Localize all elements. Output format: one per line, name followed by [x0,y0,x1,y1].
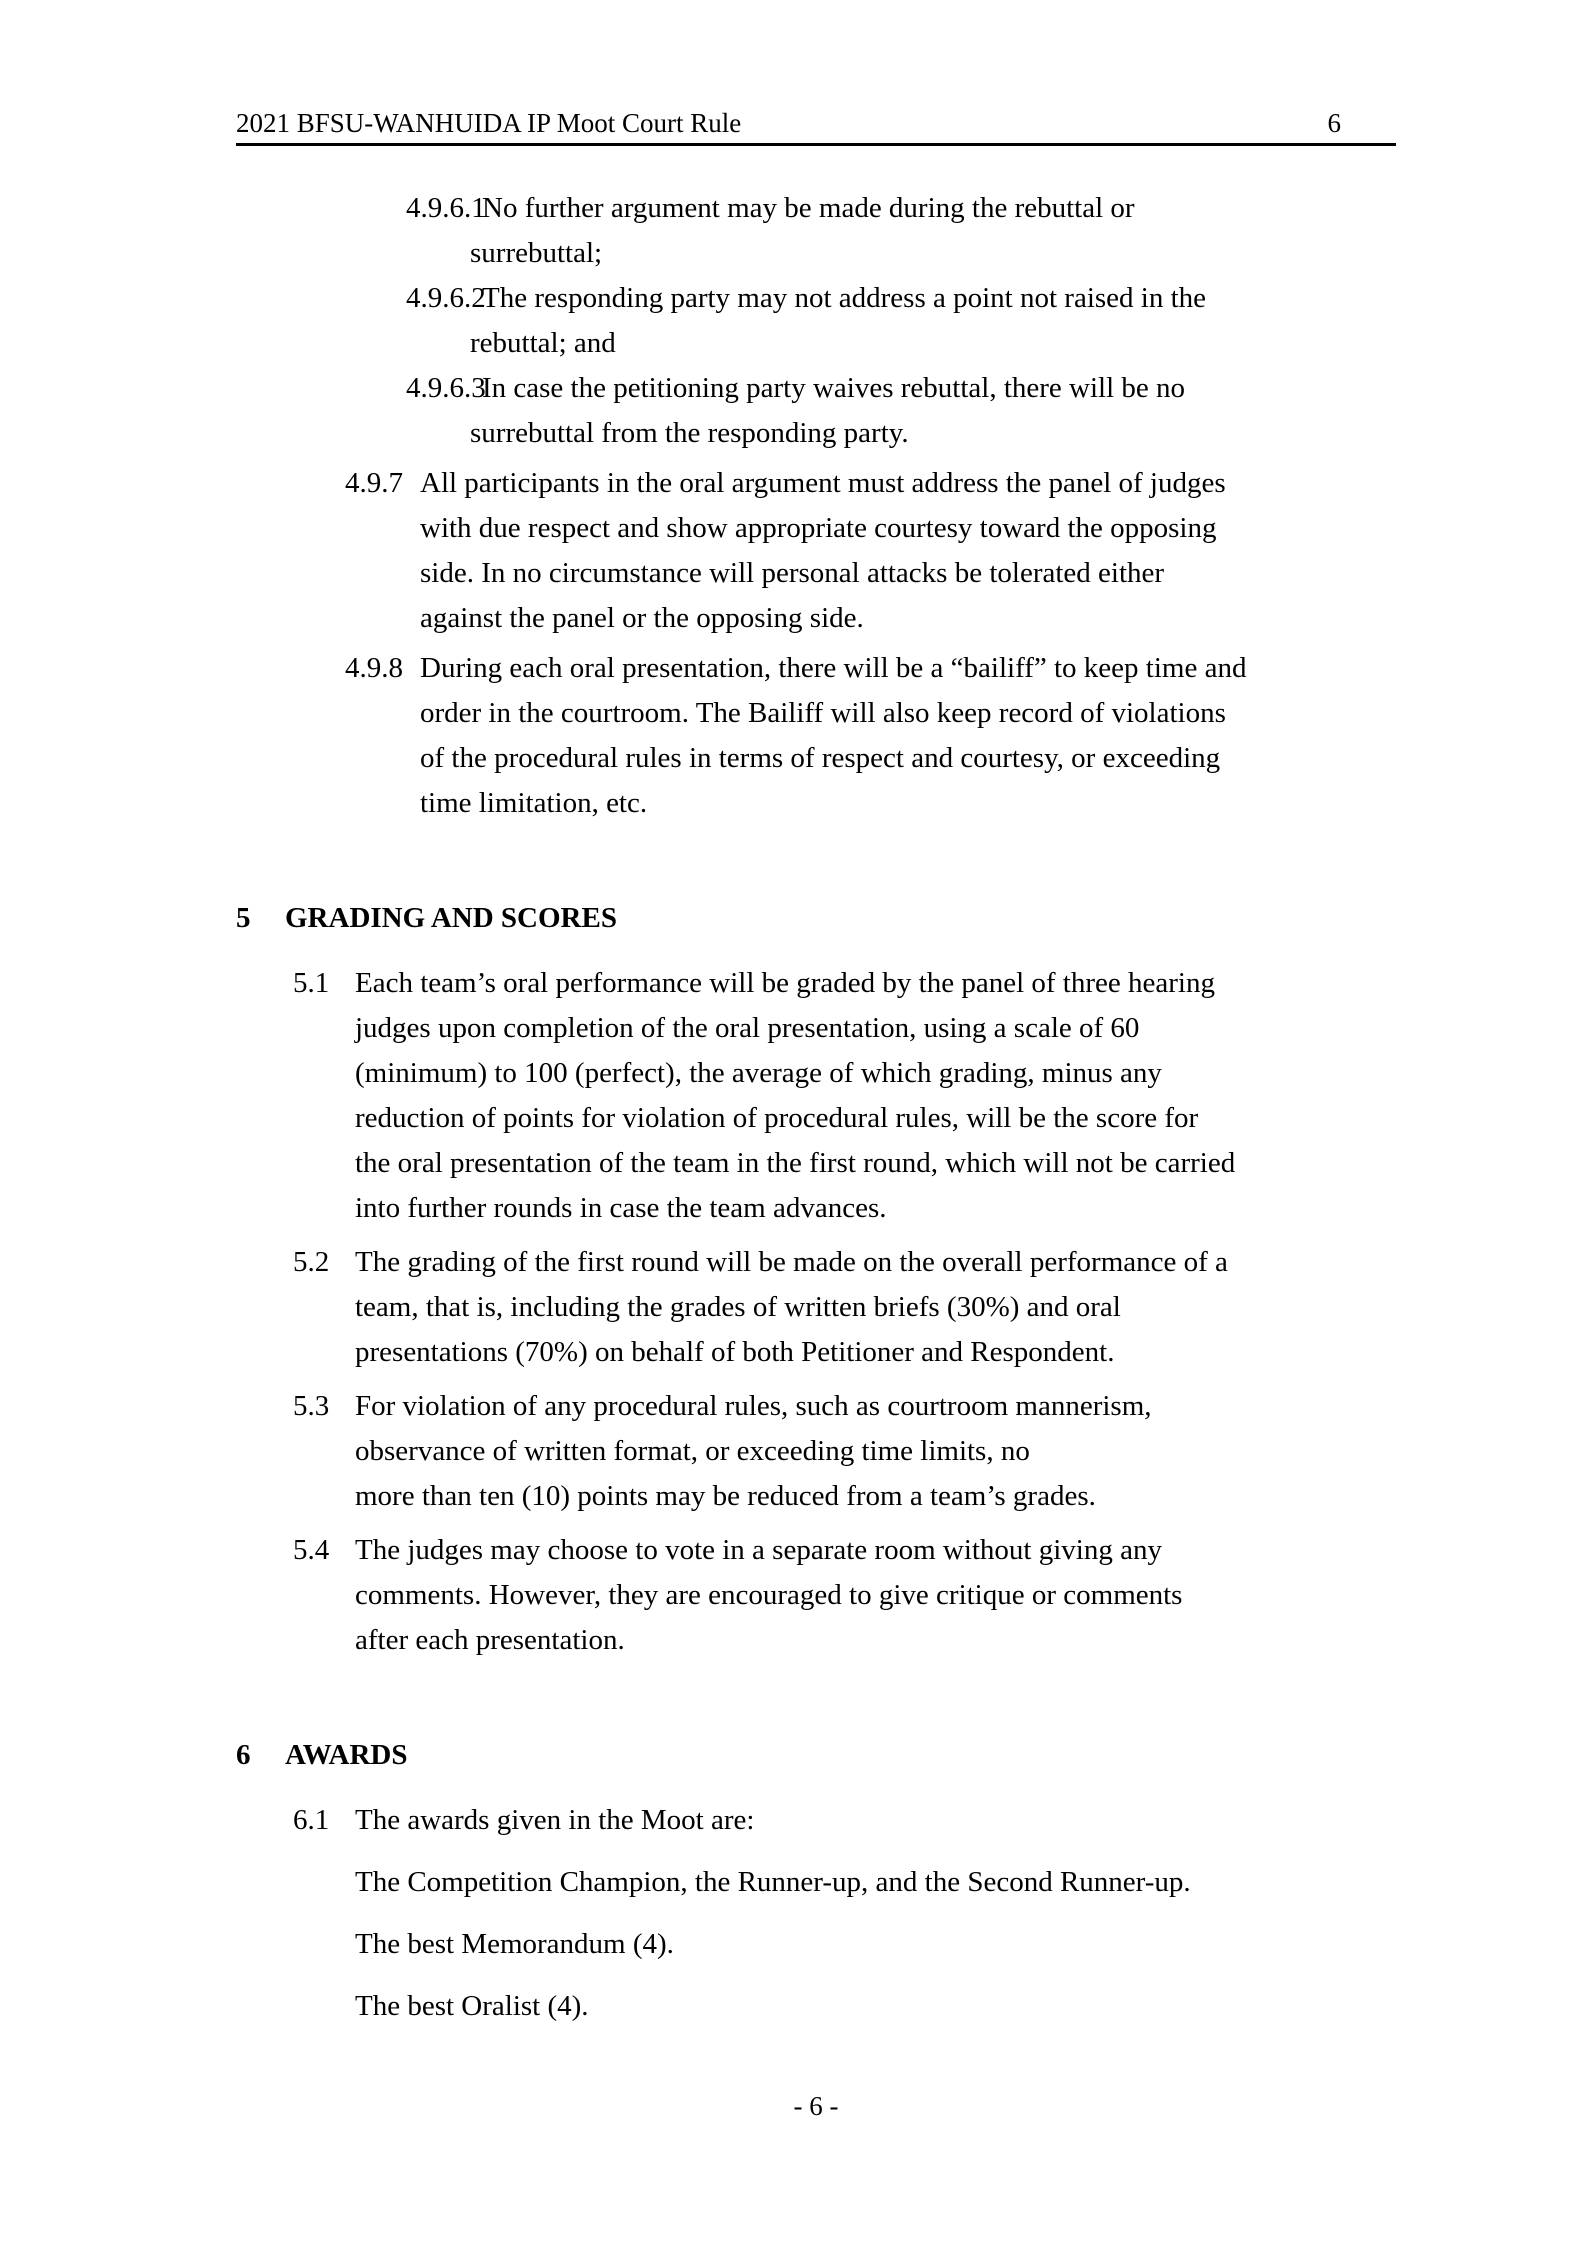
item-line: team, that is, including the grades of written briefs (30%) and oral [355,1291,1121,1323]
clause-number: 4.9.6.1 [406,192,486,224]
award-paragraph-oralist [236,1984,1396,2029]
section-number: 6 [236,1739,251,1771]
item-line: The judges may choose to vote in a separate room without giving any [355,1534,1162,1566]
clause-number: 4.9.7 [345,467,403,499]
item-line: more than ten (10) points may be reduced from a team’s grades. [355,1480,1096,1512]
item-line: comments. However, they are encouraged to give critique or comments [355,1579,1183,1611]
page-header [236,103,1396,146]
clause-line: with due respect and show appropriate courtesy toward the opposing [420,512,1217,544]
section-title: GRADING AND SCORES [285,902,617,934]
clause-line: During each oral presentation, there will be a “bailiff” to keep time and [420,652,1247,684]
award-paragraph-champion [236,1860,1396,1905]
item-line: (minimum) to 100 (perfect), the average of which grading, minus any [355,1057,1162,1089]
award-line: The best Memorandum (4). [355,1928,674,1960]
item-5-1 [236,961,1396,1231]
header-title: 2021 BFSU-WANHUIDA IP Moot Court Rule [236,108,742,138]
item-line: presentations (70%) on behalf of both Petitioner and Respondent. [355,1336,1115,1368]
clause-line: side. In no circumstance will personal attacks be tolerated either [420,557,1165,589]
item-line: The awards given in the Moot are: [355,1804,755,1836]
footer-page-number: - 6 - [793,2091,839,2121]
clause-4-9-7 [236,461,1396,641]
clause-4-9-6-1 [236,186,1396,276]
page-content [236,0,1396,2129]
clause-line: rebuttal; and [470,327,616,359]
page-footer [236,2084,1396,2129]
clause-line: The responding party may not address a point not raised in the [482,282,1207,314]
clause-line: No further argument may be made during the rebuttal or [482,192,1135,224]
clause-line: surrebuttal; [470,237,603,269]
item-line: For violation of any procedural rules, such as courtroom mannerism, [355,1390,1152,1422]
item-line: Each team’s oral performance will be graded by the panel of three hearing [355,967,1215,999]
item-5-3 [236,1384,1396,1519]
item-line: reduction of points for violation of procedural rules, will be the score for [355,1102,1199,1134]
item-line: observance of written format, or exceeding time limits, no [355,1435,1030,1467]
section-number: 5 [236,902,251,934]
award-line: The Competition Champion, the Runner-up, and the Second Runner-up. [355,1866,1191,1898]
item-line: into further rounds in case the team advances. [355,1192,887,1224]
clause-number: 4.9.8 [345,652,403,684]
item-number: 5.4 [293,1534,330,1566]
item-number: 5.3 [293,1390,330,1422]
item-number: 6.1 [293,1804,330,1836]
clause-4-9-8 [236,646,1396,826]
award-line: The best Oralist (4). [355,1990,589,2022]
clause-line: surrebuttal from the responding party. [470,417,909,449]
clause-line: time limitation, etc. [420,787,648,819]
header-page-number: 6 [1327,108,1341,138]
section-6-heading [236,1733,1396,1778]
item-5-4 [236,1528,1396,1663]
clause-4-9-6-3 [236,366,1396,456]
clause-group-4-9-6 [236,186,1396,456]
clause-number: 4.9.6.2 [406,282,486,314]
item-5-2 [236,1240,1396,1375]
item-line: the oral presentation of the team in the first round, which will not be carried [355,1147,1236,1179]
section-5-heading [236,896,1396,941]
item-number: 5.1 [293,967,330,999]
item-6-1 [236,1798,1396,1843]
item-line: judges upon completion of the oral presentation, using a scale of 60 [355,1012,1140,1044]
item-number: 5.2 [293,1246,330,1278]
item-line: The grading of the first round will be made on the overall performance of a [355,1246,1228,1278]
clause-line: of the procedural rules in terms of respect and courtesy, or exceeding [420,742,1221,774]
clause-number: 4.9.6.3 [406,372,486,404]
award-paragraph-memorandum [236,1922,1396,1967]
item-line: after each presentation. [355,1624,625,1656]
clause-line: All participants in the oral argument must address the panel of judges [420,467,1226,499]
clause-line: against the panel or the opposing side. [420,602,864,634]
clause-4-9-6-2 [236,276,1396,366]
section-title: AWARDS [285,1739,408,1771]
clause-line: In case the petitioning party waives rebuttal, there will be no [482,372,1186,404]
page-body [236,186,1396,2029]
clause-line: order in the courtroom. The Bailiff will also keep record of violations [420,697,1226,729]
